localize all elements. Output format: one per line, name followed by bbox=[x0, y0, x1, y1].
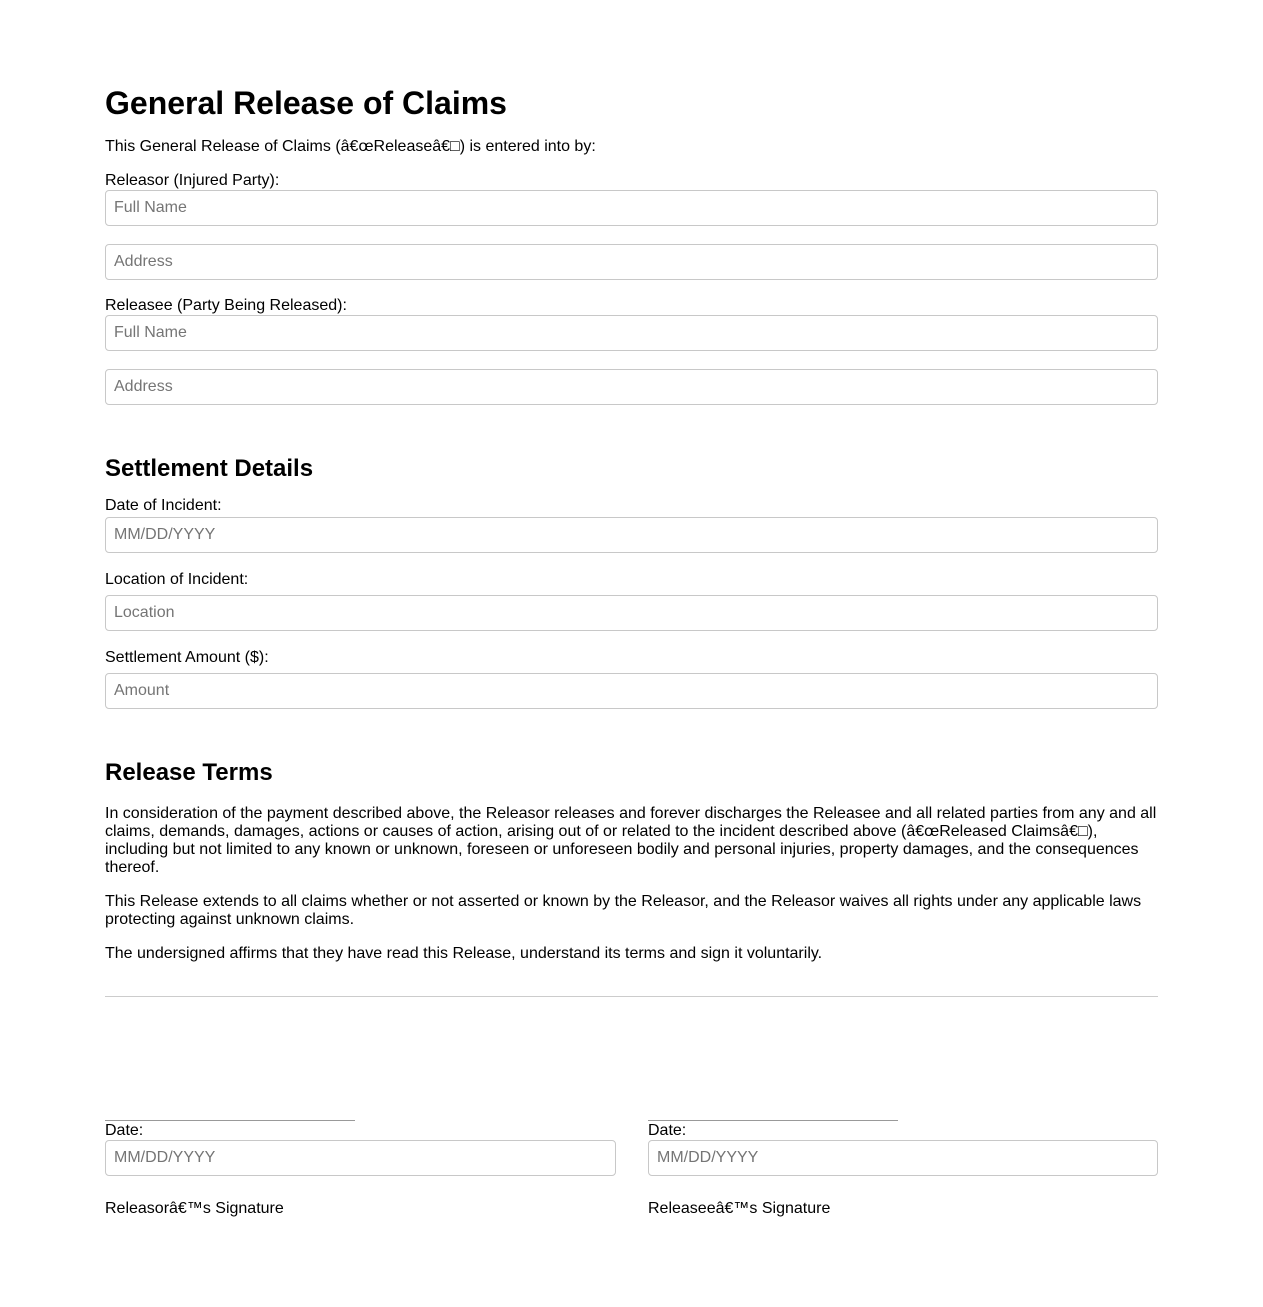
releasor-address-input[interactable] bbox=[105, 244, 1158, 280]
settlement-amount-label: Settlement Amount ($): bbox=[105, 649, 269, 666]
signature-block bbox=[105, 1120, 1158, 1218]
terms-paragraph-1: In consideration of the payment described above, the Releasor releases and forever discharges the Releasee and all related parties from any and all claims, demands, damages, actions or causes of action, arising out of or related to the incident described above (â€œReleased Claimsâ€□), including but not limited to any known or unknown, foreseen or unforeseen bodily and personal injuries, property damages, and the consequences thereof. bbox=[105, 805, 1157, 876]
releasee-address-input[interactable] bbox=[105, 369, 1158, 405]
releasee-date-label: Date: bbox=[648, 1122, 687, 1139]
incident-location-input[interactable] bbox=[105, 595, 1158, 631]
releasee-date-input[interactable] bbox=[648, 1140, 1158, 1176]
document-title: General Release of Claims bbox=[105, 85, 507, 121]
releasee-label: Releasee (Party Being Released): bbox=[105, 297, 347, 314]
intro-text: This General Release of Claims (â€œReleaseâ€□) is entered into by: bbox=[105, 138, 596, 155]
incident-date-label: Date of Incident: bbox=[105, 497, 222, 514]
incident-location-label: Location of Incident: bbox=[105, 571, 249, 588]
terms-paragraph-2: This Release extends to all claims whether or not asserted or known by the Releasor, and the Releasor waives all rights under any applicable laws protecting against unknown claims. bbox=[105, 893, 1142, 928]
releasor-label: Releasor (Injured Party): bbox=[105, 172, 280, 189]
releasee-signature-line[interactable] bbox=[648, 1120, 898, 1121]
releasee-signature-caption: Releaseeâ€™s Signature bbox=[648, 1200, 831, 1217]
section-divider bbox=[105, 996, 1158, 997]
releasor-date-label: Date: bbox=[105, 1122, 144, 1139]
incident-date-input[interactable] bbox=[105, 517, 1158, 553]
release-document bbox=[105, 0, 1158, 997]
settlement-heading: Settlement Details bbox=[105, 455, 314, 482]
releasor-signature-line[interactable] bbox=[105, 1120, 355, 1121]
terms-paragraph-3: The undersigned affirms that they have read this Release, understand its terms and sign it voluntarily. bbox=[105, 945, 823, 962]
settlement-amount-input[interactable] bbox=[105, 673, 1158, 709]
terms-heading: Release Terms bbox=[105, 759, 273, 786]
releasor-date-input[interactable] bbox=[105, 1140, 616, 1176]
releasor-signature-column bbox=[105, 1120, 616, 1218]
releasee-name-input[interactable] bbox=[105, 315, 1158, 351]
releasor-signature-caption: Releasorâ€™s Signature bbox=[105, 1200, 284, 1217]
releasor-name-input[interactable] bbox=[105, 190, 1158, 226]
releasee-signature-column bbox=[648, 1120, 1158, 1218]
